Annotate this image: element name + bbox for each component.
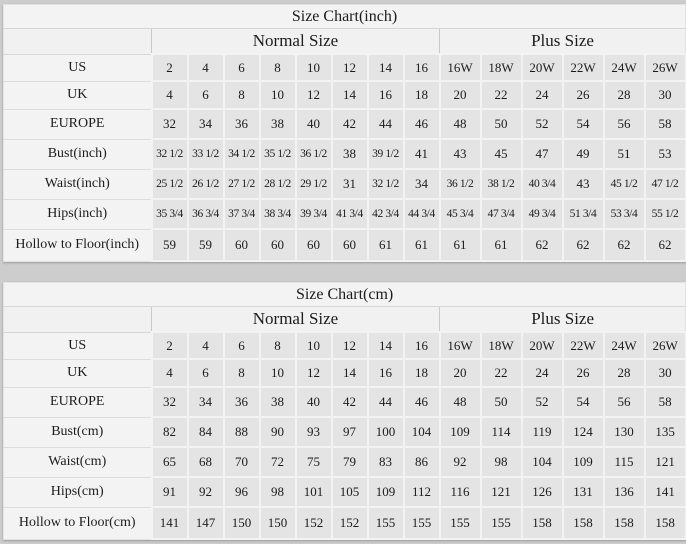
size-cell: 51: [604, 139, 645, 169]
title-row: [4, 5, 686, 29]
size-cell: 88: [224, 417, 260, 447]
size-cell: 40: [296, 387, 332, 417]
row-label: US: [4, 332, 152, 359]
size-cell: 22: [481, 81, 522, 109]
size-cell: 16: [368, 81, 404, 109]
size-cell: 47: [522, 139, 563, 169]
row-label: Hips(inch): [4, 199, 152, 229]
size-cell: 24: [522, 359, 563, 387]
row-label: Hips(cm): [4, 477, 152, 507]
size-cell: 92: [188, 477, 224, 507]
table-row: [4, 359, 686, 387]
size-cell: 155: [368, 507, 404, 539]
row-label: US: [4, 54, 152, 81]
size-cell: 61: [440, 229, 481, 261]
size-cell: 51 3/4: [563, 199, 604, 229]
table-row: [4, 447, 686, 477]
size-cell: 105: [332, 477, 368, 507]
size-cell: 155: [440, 507, 481, 539]
size-cell: 24W: [604, 54, 645, 81]
size-cell: 59: [152, 229, 188, 261]
size-cell: 104: [522, 447, 563, 477]
size-cell: 152: [332, 507, 368, 539]
size-cell: 61: [404, 229, 440, 261]
cm-table-body: [4, 332, 686, 539]
plus-size-header: Plus Size: [440, 307, 686, 333]
corner-cell: [4, 307, 152, 333]
size-cell: 35 1/2: [260, 139, 296, 169]
size-cell: 109: [440, 417, 481, 447]
size-cell: 82: [152, 417, 188, 447]
corner-cell: [4, 29, 152, 55]
size-cell: 48: [440, 387, 481, 417]
inch-table: [3, 4, 686, 262]
size-cell: 36 1/2: [440, 169, 481, 199]
size-cell: 158: [604, 507, 645, 539]
size-cell: 18W: [481, 54, 522, 81]
size-cell: 14: [332, 81, 368, 109]
size-cell: 55 1/2: [645, 199, 686, 229]
size-cell: 62: [563, 229, 604, 261]
size-cell: 10: [296, 54, 332, 81]
size-cell: 40 3/4: [522, 169, 563, 199]
size-cell: 100: [368, 417, 404, 447]
size-cell: 16W: [440, 332, 481, 359]
size-cell: 47 3/4: [481, 199, 522, 229]
size-chart-inch-table: [3, 4, 683, 262]
size-cell: 56: [604, 387, 645, 417]
size-cell: 16: [404, 332, 440, 359]
size-cell: 114: [481, 417, 522, 447]
size-cell: 12: [332, 332, 368, 359]
size-cell: 26W: [645, 54, 686, 81]
size-cell: 30: [645, 81, 686, 109]
size-cell: 4: [152, 81, 188, 109]
size-cell: 62: [604, 229, 645, 261]
size-cell: 34: [188, 387, 224, 417]
size-cell: 14: [368, 54, 404, 81]
size-cell: 32 1/2: [152, 139, 188, 169]
size-cell: 136: [604, 477, 645, 507]
normal-size-header: Normal Size: [152, 307, 440, 333]
size-cell: 44 3/4: [404, 199, 440, 229]
row-label: EUROPE: [4, 109, 152, 139]
size-cell: 39 3/4: [296, 199, 332, 229]
size-cell: 22W: [563, 332, 604, 359]
table-row: [4, 139, 686, 169]
size-cell: 150: [224, 507, 260, 539]
size-cell: 150: [260, 507, 296, 539]
size-cell: 48: [440, 109, 481, 139]
size-cell: 12: [296, 359, 332, 387]
title-row: [4, 283, 686, 307]
size-cell: 115: [604, 447, 645, 477]
table-row: [4, 417, 686, 447]
size-cell: 38: [260, 109, 296, 139]
size-cell: 70: [224, 447, 260, 477]
size-cell: 36 3/4: [188, 199, 224, 229]
size-cell: 49: [563, 139, 604, 169]
size-cell: 49 3/4: [522, 199, 563, 229]
size-cell: 112: [404, 477, 440, 507]
table-row: [4, 54, 686, 81]
size-cell: 26: [563, 359, 604, 387]
size-cell: 60: [260, 229, 296, 261]
table-row: [4, 387, 686, 417]
size-cell: 43: [440, 139, 481, 169]
size-cell: 86: [404, 447, 440, 477]
size-cell: 20: [440, 81, 481, 109]
normal-size-header: Normal Size: [152, 29, 440, 55]
row-label: Waist(inch): [4, 169, 152, 199]
cm-table: [3, 282, 686, 540]
size-cell: 119: [522, 417, 563, 447]
table-row: [4, 332, 686, 359]
size-cell: 39 1/2: [368, 139, 404, 169]
size-cell: 96: [224, 477, 260, 507]
inch-table-body: [4, 54, 686, 261]
size-cell: 27 1/2: [224, 169, 260, 199]
size-cell: 8: [260, 54, 296, 81]
size-cell: 29 1/2: [296, 169, 332, 199]
size-cell: 16: [368, 359, 404, 387]
size-cell: 16W: [440, 54, 481, 81]
size-cell: 38 1/2: [481, 169, 522, 199]
row-label: UK: [4, 81, 152, 109]
row-label: UK: [4, 359, 152, 387]
size-cell: 12: [296, 81, 332, 109]
size-cell: 158: [645, 507, 686, 539]
size-cell: 58: [645, 109, 686, 139]
table-row: [4, 507, 686, 539]
size-cell: 38: [260, 387, 296, 417]
size-cell: 33 1/2: [188, 139, 224, 169]
size-cell: 50: [481, 387, 522, 417]
table-title: Size Chart(inch): [4, 5, 686, 29]
size-cell: 28 1/2: [260, 169, 296, 199]
size-cell: 43: [563, 169, 604, 199]
size-cell: 42: [332, 109, 368, 139]
plus-size-header: Plus Size: [440, 29, 686, 55]
size-cell: 53 3/4: [604, 199, 645, 229]
size-cell: 34: [188, 109, 224, 139]
size-cell: 72: [260, 447, 296, 477]
size-cell: 34 1/2: [224, 139, 260, 169]
size-cell: 45: [481, 139, 522, 169]
size-cell: 50: [481, 109, 522, 139]
size-cell: 8: [224, 359, 260, 387]
size-cell: 60: [224, 229, 260, 261]
size-cell: 135: [645, 417, 686, 447]
table-row: [4, 109, 686, 139]
size-cell: 158: [522, 507, 563, 539]
size-cell: 104: [404, 417, 440, 447]
row-label: EUROPE: [4, 387, 152, 417]
size-cell: 10: [260, 359, 296, 387]
size-cell: 131: [563, 477, 604, 507]
table-row: [4, 199, 686, 229]
size-cell: 116: [440, 477, 481, 507]
size-cell: 8: [224, 81, 260, 109]
size-cell: 32 1/2: [368, 169, 404, 199]
size-cell: 4: [188, 54, 224, 81]
size-cell: 90: [260, 417, 296, 447]
size-cell: 37 3/4: [224, 199, 260, 229]
size-cell: 84: [188, 417, 224, 447]
size-cell: 25 1/2: [152, 169, 188, 199]
size-cell: 121: [481, 477, 522, 507]
size-cell: 62: [522, 229, 563, 261]
size-cell: 32: [152, 387, 188, 417]
size-cell: 44: [368, 109, 404, 139]
size-cell: 93: [296, 417, 332, 447]
size-cell: 2: [152, 332, 188, 359]
column-group-row: [4, 307, 686, 333]
size-cell: 59: [188, 229, 224, 261]
size-cell: 121: [645, 447, 686, 477]
size-cell: 46: [404, 387, 440, 417]
size-cell: 53: [645, 139, 686, 169]
size-cell: 98: [260, 477, 296, 507]
size-cell: 4: [188, 332, 224, 359]
size-cell: 18: [404, 81, 440, 109]
size-cell: 14: [368, 332, 404, 359]
size-cell: 32: [152, 109, 188, 139]
size-cell: 58: [645, 387, 686, 417]
size-cell: 60: [296, 229, 332, 261]
size-cell: 52: [522, 109, 563, 139]
size-cell: 6: [224, 54, 260, 81]
size-cell: 6: [224, 332, 260, 359]
table-row: [4, 81, 686, 109]
size-cell: 42: [332, 387, 368, 417]
size-cell: 41: [404, 139, 440, 169]
size-cell: 98: [481, 447, 522, 477]
size-cell: 54: [563, 387, 604, 417]
size-cell: 92: [440, 447, 481, 477]
size-cell: 79: [332, 447, 368, 477]
size-cell: 2: [152, 54, 188, 81]
size-cell: 6: [188, 359, 224, 387]
row-label: Hollow to Floor(inch): [4, 229, 152, 261]
size-cell: 91: [152, 477, 188, 507]
size-cell: 26W: [645, 332, 686, 359]
size-cell: 47 1/2: [645, 169, 686, 199]
table-title: Size Chart(cm): [4, 283, 686, 307]
size-cell: 14: [332, 359, 368, 387]
size-cell: 62: [645, 229, 686, 261]
row-label: Bust(inch): [4, 139, 152, 169]
size-cell: 6: [188, 81, 224, 109]
size-cell: 52: [522, 387, 563, 417]
size-cell: 35 3/4: [152, 199, 188, 229]
size-cell: 44: [368, 387, 404, 417]
size-cell: 36: [224, 387, 260, 417]
size-cell: 38: [332, 139, 368, 169]
size-cell: 20: [440, 359, 481, 387]
size-cell: 141: [645, 477, 686, 507]
size-cell: 8: [260, 332, 296, 359]
size-cell: 16: [404, 54, 440, 81]
size-cell: 41 3/4: [332, 199, 368, 229]
size-cell: 40: [296, 109, 332, 139]
size-cell: 10: [260, 81, 296, 109]
size-cell: 26: [563, 81, 604, 109]
size-cell: 36 1/2: [296, 139, 332, 169]
size-cell: 20W: [522, 332, 563, 359]
size-cell: 12: [332, 54, 368, 81]
size-cell: 36: [224, 109, 260, 139]
size-cell: 42 3/4: [368, 199, 404, 229]
size-chart-cm-table: [3, 282, 683, 540]
size-cell: 45 1/2: [604, 169, 645, 199]
size-cell: 18W: [481, 332, 522, 359]
size-cell: 155: [481, 507, 522, 539]
size-cell: 38 3/4: [260, 199, 296, 229]
size-cell: 10: [296, 332, 332, 359]
size-cell: 31: [332, 169, 368, 199]
size-cell: 83: [368, 447, 404, 477]
size-cell: 20W: [522, 54, 563, 81]
row-label: Bust(cm): [4, 417, 152, 447]
size-cell: 68: [188, 447, 224, 477]
column-group-row: [4, 29, 686, 55]
row-label: Hollow to Floor(cm): [4, 507, 152, 539]
size-cell: 28: [604, 359, 645, 387]
size-cell: 109: [368, 477, 404, 507]
size-cell: 22: [481, 359, 522, 387]
table-row: [4, 477, 686, 507]
size-cell: 124: [563, 417, 604, 447]
size-cell: 30: [645, 359, 686, 387]
row-label: Waist(cm): [4, 447, 152, 477]
size-cell: 141: [152, 507, 188, 539]
size-cell: 34: [404, 169, 440, 199]
size-cell: 147: [188, 507, 224, 539]
size-cell: 4: [152, 359, 188, 387]
size-cell: 22W: [563, 54, 604, 81]
size-cell: 18: [404, 359, 440, 387]
size-cell: 61: [368, 229, 404, 261]
size-cell: 97: [332, 417, 368, 447]
size-cell: 24: [522, 81, 563, 109]
table-row: [4, 229, 686, 261]
size-cell: 158: [563, 507, 604, 539]
size-cell: 155: [404, 507, 440, 539]
size-cell: 28: [604, 81, 645, 109]
size-cell: 45 3/4: [440, 199, 481, 229]
size-cell: 75: [296, 447, 332, 477]
size-cell: 130: [604, 417, 645, 447]
size-cell: 109: [563, 447, 604, 477]
size-cell: 46: [404, 109, 440, 139]
size-cell: 54: [563, 109, 604, 139]
size-cell: 152: [296, 507, 332, 539]
size-cell: 101: [296, 477, 332, 507]
size-cell: 61: [481, 229, 522, 261]
size-cell: 60: [332, 229, 368, 261]
size-cell: 24W: [604, 332, 645, 359]
size-cell: 65: [152, 447, 188, 477]
size-cell: 26 1/2: [188, 169, 224, 199]
size-cell: 56: [604, 109, 645, 139]
table-row: [4, 169, 686, 199]
size-cell: 126: [522, 477, 563, 507]
